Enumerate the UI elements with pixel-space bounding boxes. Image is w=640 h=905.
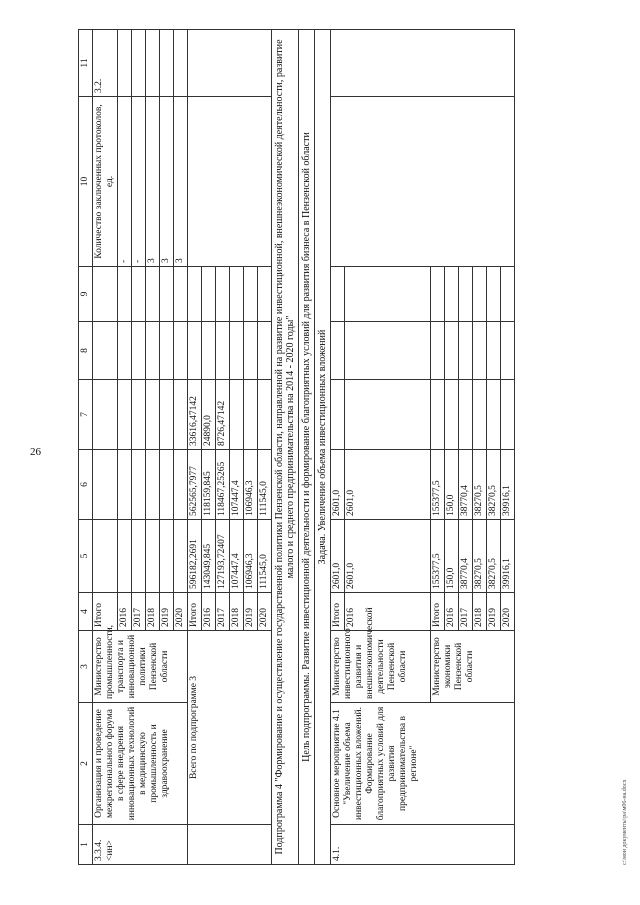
year-cell: 2019 (160, 593, 174, 631)
value-cell: 118467,25265 (216, 450, 230, 520)
measure-name: Организация и проведение межрегионального форума в сфере внедрения инновационных технологий в медицинскую промышленность и здравоохранение (93, 703, 188, 825)
indicator-value: 3 (174, 97, 188, 267)
subprogram-goal: Цель подпрограммы. Развитие инвестиционной деятельности и формирование благоприятных условий для развития бизнеса в Пензенской области (299, 30, 315, 865)
column-number-row (79, 30, 93, 865)
indicator-name: Количество заключенных протоколов, ед. (93, 97, 118, 267)
indicator-value: - (118, 97, 132, 267)
year-cell: 2017 (132, 593, 146, 631)
value-cell: 38270,5 (473, 520, 487, 593)
year-cell: 2019 (487, 593, 501, 631)
value-cell: 39916,1 (501, 520, 515, 593)
value-cell: 38270,5 (473, 450, 487, 520)
year-cell: 2016 (118, 593, 132, 631)
value-cell: 33616,47142 (188, 380, 202, 450)
year-cell: 2018 (230, 593, 244, 631)
table-row (331, 30, 345, 865)
table-row (93, 30, 118, 865)
value-cell: 107447,4 (230, 450, 244, 520)
value-cell: 39916,1 (501, 450, 515, 520)
subprogram-title: Подпрограмма 4 "Формирование и осуществление государственной политики Пензенской области, направленной на развитие инвестиционной, внешнеэкономической деятельности, развитие малого и среднего предпринимательства на 2014 - 2020 годы" (272, 30, 299, 865)
row-number: 4.1. (331, 825, 515, 865)
year-cell: Итого (331, 593, 345, 631)
executor: Министерство инвестиционного развития и внешнеэкономической деятельности Пензенской области (331, 631, 431, 703)
value-cell: 143049,845 (202, 520, 216, 593)
value-cell: 150,0 (445, 520, 459, 593)
year-cell: 2016 (445, 593, 459, 631)
year-cell: 2016 (202, 593, 216, 631)
value-cell: 2601,0 (331, 520, 345, 593)
value-cell: 2601,0 (331, 450, 345, 520)
executor: Министерство промышленности, транспорта и инновационной политики Пензенской области (93, 631, 188, 703)
year-cell: 2018 (146, 593, 160, 631)
year-cell: 2019 (244, 593, 258, 631)
value-cell: 2601,0 (345, 450, 431, 520)
table-row (299, 30, 315, 865)
col-header: 3 (79, 631, 93, 703)
value-cell: 155377,5 (431, 520, 445, 593)
subprogram-total-label: Всего по подпрограмме 3 (188, 631, 272, 825)
value-cell: 111545,0 (258, 450, 272, 520)
value-cell: 38770,4 (459, 520, 473, 593)
value-cell: 155377,5 (431, 450, 445, 520)
col-header: 6 (79, 450, 93, 520)
col-header: 10 (79, 97, 93, 267)
value-cell: 111545,0 (258, 520, 272, 593)
col-header: 2 (79, 703, 93, 825)
subprogram-task: Задача. Увеличение объема инвестиционных вложений (315, 30, 331, 865)
value-cell: 24890,0 (202, 380, 216, 450)
table-row (272, 30, 299, 865)
budget-table (78, 29, 515, 865)
year-cell: Итого (93, 593, 118, 631)
indicator-value: - (132, 97, 146, 267)
row-number: 3.3.4. <ин> (93, 825, 188, 865)
value-cell: 38270,5 (487, 520, 501, 593)
measure-name: Основное мероприятие 4.1 "Увеличение объема инвестиционных вложений. Формирование благоприятных условий для развития предпринимательства в регионе" (331, 703, 515, 825)
table-row (315, 30, 331, 865)
value-cell: 127193,72407 (216, 520, 230, 593)
value-cell: 562565,7977 (188, 450, 202, 520)
indicator-number: 3.2. (93, 30, 118, 97)
value-cell: 38270,5 (487, 450, 501, 520)
year-cell: Итого (431, 593, 445, 631)
table-row (188, 30, 202, 865)
year-cell: 2020 (174, 593, 188, 631)
year-cell: 2020 (258, 593, 272, 631)
year-cell: 2018 (473, 593, 487, 631)
year-cell: 2017 (459, 593, 473, 631)
value-cell: 106946,3 (244, 450, 258, 520)
year-cell: 2020 (501, 593, 515, 631)
page-number: 26 (30, 446, 41, 458)
col-header: 9 (79, 267, 93, 322)
value-cell: 38770,4 (459, 450, 473, 520)
col-header: 5 (79, 520, 93, 593)
value-cell: 596182,2691 (188, 520, 202, 593)
file-path-footer: c:\мои документы\ра\м06-на.docx (622, 779, 628, 865)
year-cell: 2017 (216, 593, 230, 631)
indicator-value: 3 (146, 97, 160, 267)
indicator-value: 3 (160, 97, 174, 267)
value-cell: 8726,47142 (216, 380, 230, 450)
value-cell: 118159,845 (202, 450, 216, 520)
col-header: 8 (79, 322, 93, 380)
executor: Министерство экономики Пензенской области (431, 631, 515, 703)
year-cell: Итого (188, 593, 202, 631)
value-cell: 106946,3 (244, 520, 258, 593)
value-cell: 150,0 (445, 450, 459, 520)
col-header: 11 (79, 30, 93, 97)
year-cell: 2016 (345, 593, 431, 631)
value-cell: 107447,4 (230, 520, 244, 593)
value-cell: 2601,0 (345, 520, 431, 593)
document-table-wrapper (78, 30, 620, 865)
col-header: 1 (79, 825, 93, 865)
col-header: 4 (79, 593, 93, 631)
col-header: 7 (79, 380, 93, 450)
